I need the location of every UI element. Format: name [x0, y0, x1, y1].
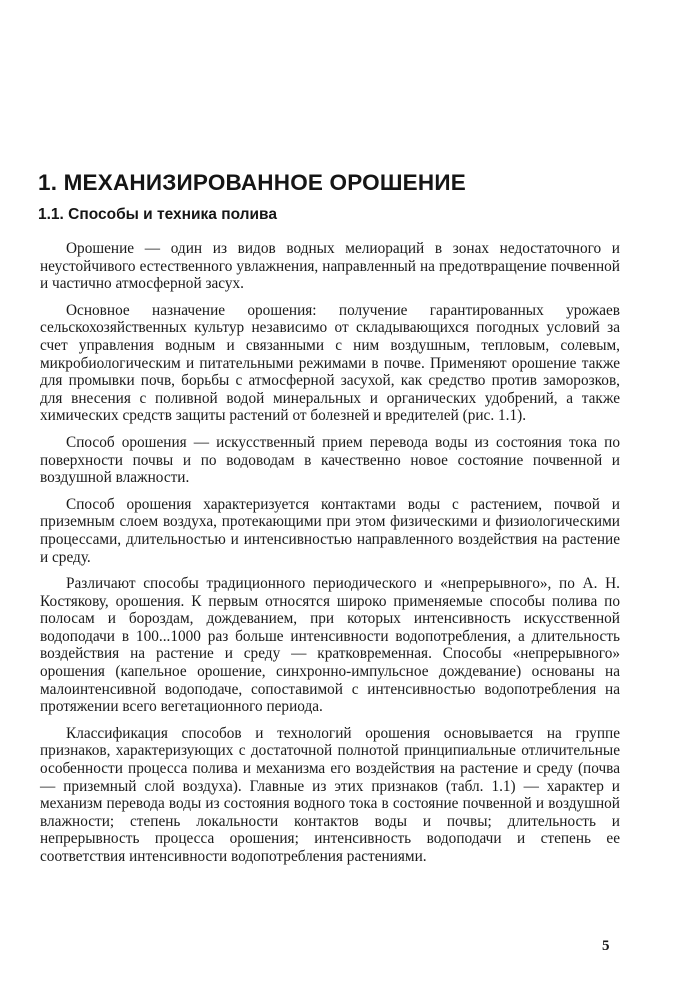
- paragraph-classification: Классификация способов и технологий орошения основывается на группе признаков, характеризующих с достаточной полнотой принципиальные отличительные особенности процесса полива и механизма его воздействия на растение и среду (почва — приземный слой воздуха). Главные из этих признаков (табл. 1.1) — характер и механизм перевода воды из состояния водного тока в состояние почвенной и воздушной влажности; степень локальности контактов воды и почвы; длительность и непрерывность процесса орошения; интенсивность водоподачи и степень ее соответствия интенсивности водопотребления растениями.: [40, 724, 620, 865]
- section-title: 1.1. Способы и техника полива: [38, 206, 277, 223]
- paragraph-irrigation-method: Способ орошения — искусственный прием перевода воды из состояния тока по поверхности почвы и по водоводам в качественно новое состояние почвенной и воздушной влажности.: [40, 433, 620, 487]
- paragraph-method-characteristics: Способ орошения характеризуется контактами воды с растением, почвой и приземным слоем воздуха, протекающими при этом физическими и физиологическими процессами, длительностью и интенсивностью направленного воздействия на растение и среду.: [40, 495, 620, 566]
- chapter-title: 1. МЕХАНИЗИРОВАННОЕ ОРОШЕНИЕ: [38, 170, 466, 195]
- paragraph-definition: Орошение — один из видов водных мелиораций в зонах недостаточного и неустойчивого естественного увлажнения, направленный на предотвращение почвенной и частично атмосферной засух.: [40, 240, 620, 293]
- paragraph-method-types: Различают способы традиционного периодического и «непрерывного», по А. Н. Костякову, орошения. К первым относятся широко применяемые способы полива по полосам и бороздам, дождеванием, при которых интенсивность искусственной водоподачи в 100...1000 раз больше интенсивности водопотребления, а длительность воздействия на растение и среду — кратковременная. Способы «непрерывного» орошения (капельное орошение, синхронно-импульсное дождевание) основаны на малоинтенсивной водоподаче, сопоставимой с интенсивностью водопотребления на протяжении всего вегетационного периода.: [40, 575, 620, 716]
- body-text: [40, 240, 620, 875]
- page-number: 5: [602, 938, 610, 954]
- paragraph-purpose: Основное назначение орошения: получение гарантированных урожаев сельскохозяйственных культур независимо от складывающихся погодных условий за счет управления водным и связанными с ним воздушным, тепловым, солевым, микробиологическим и питательными режимами в почве. Применяют орошение также для промывки почв, борьбы с атмосферной засухой, как средство против заморозков, для внесения с поливной водой минеральных и органических удобрений, а также химических средств защиты растений от болезней и вредителей (рис. 1.1).: [40, 301, 620, 425]
